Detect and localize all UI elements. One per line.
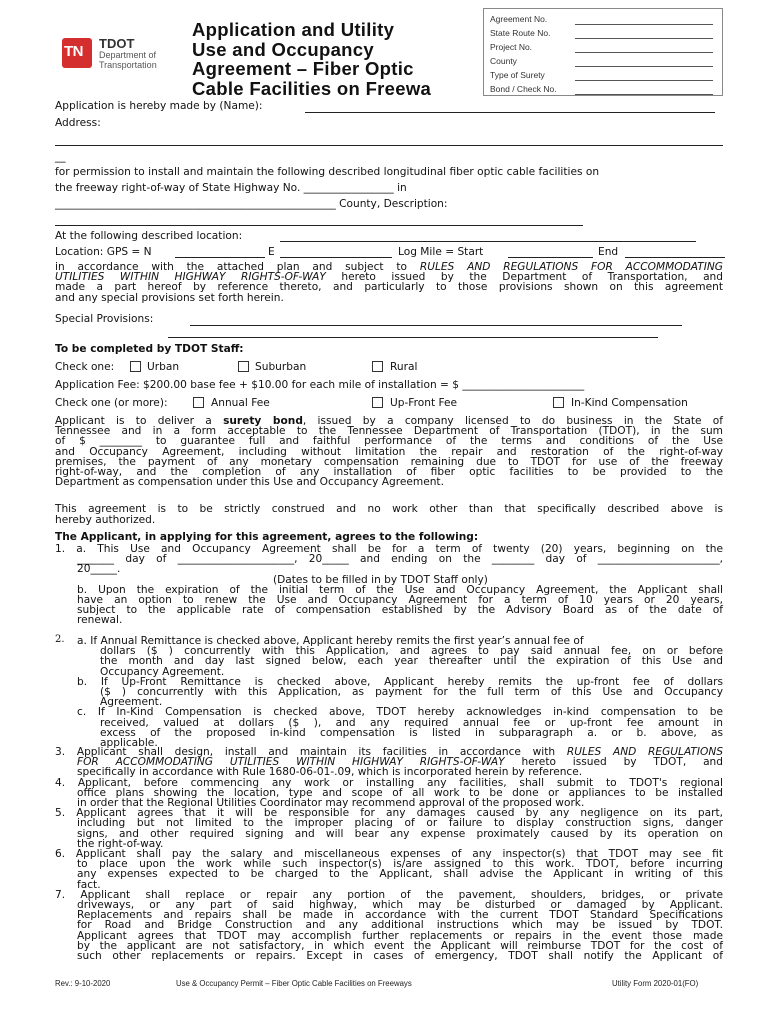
accordance-paragraph [55, 262, 723, 310]
item-6-text: fact. [77, 878, 101, 891]
surety-text: of $ ________ to guarantee full and faithful performance of the terms and conditions of the Use [55, 435, 723, 448]
county-description-line: _____________________________________________________ County, Description: [55, 198, 448, 210]
item-3-tail: hereto issued by TDOT, and [504, 756, 723, 769]
agreement-info-box [483, 8, 723, 96]
log-mile-end-label: End [598, 246, 619, 258]
item-2b-text: Agreement. [100, 696, 163, 709]
description-field[interactable] [55, 225, 583, 226]
county-field[interactable] [575, 66, 713, 67]
item-7-text: such other replacements or repairs. Except in cases of emergency, TDOT shall notify the Applicant of [77, 950, 723, 963]
log-mile-end-field[interactable] [625, 257, 725, 258]
urban-checkbox[interactable] [130, 361, 141, 372]
title-line: Application and Utility [192, 19, 395, 40]
in-kind-checkbox[interactable] [553, 397, 564, 408]
item-7-text: Replacements and repairs shall be made in accordance with the current TDOT Standard Specifications [77, 909, 723, 922]
logo-dept-line2: Transportation [99, 60, 157, 70]
item-2a-text: Occupancy Agreement. [100, 665, 225, 678]
surety-text: Applicant is to deliver a [55, 415, 224, 427]
footer-revision: Rev.: 9-10-2020 [55, 979, 111, 988]
tn-logo-icon [62, 38, 92, 68]
rules-reference: RULES AND REGULATIONS FOR ACCOMMODATING [419, 261, 723, 273]
accordance-text: in accordance with the attached plan and subject to [55, 261, 420, 273]
item-7-text: 7. Applicant shall replace or repair any portion of the pavement, shoulders, bridges, or private [55, 888, 723, 901]
rules-reference: UTILITIES WITHIN HIGHWAY RIGHTS-OF-WAY [55, 271, 326, 284]
accordance-text: hereto issued by the Department of Transportation, and [325, 271, 723, 284]
special-provisions-label: Special Provisions: [55, 313, 154, 325]
surety-text: Tennessee and in a form acceptable to the Tennessee Department of Transportation (TDOT), in the sum [55, 425, 723, 438]
strict-paragraph [55, 504, 723, 526]
bond-check-field[interactable] [575, 94, 713, 95]
item-7-text: for Road and Bridge Construction and any additional instructions which may be issued by TDOT. [77, 919, 723, 932]
state-route-label: State Route No. [490, 28, 551, 38]
item-1b-text: b. Upon the expiration of the initial term of the Use and Occupancy Agreement, the Applicant shall [77, 583, 723, 596]
strict-text: This agreement is to be strictly construed and no work other than that specifically described above is [55, 503, 723, 515]
surety-paragraph [55, 416, 723, 487]
rules-reference: RULES AND REGULATIONS [566, 746, 724, 758]
logo-mark: TN [64, 43, 83, 60]
footer-form-number: Utility Form 2020-01(FO) [612, 979, 699, 988]
item-1b-text: have an option to renew the Use and Occupancy Agreement for a term of 10 years or 20 years, [77, 594, 723, 607]
item-1-text: 1. a. This Use and Occupancy Agreement shall be for a term of twenty (20) years, beginning on the [55, 543, 723, 555]
tdot-staff-heading: To be completed by TDOT Staff: [55, 343, 244, 355]
location-field[interactable] [280, 241, 696, 242]
bond-check-label: Bond / Check No. [490, 84, 557, 94]
item-2b-text: ($ ) concurrently with this Application, as payment for the full term of this Use and Occupancy [100, 686, 723, 699]
check-more-label: Check one (or more): [55, 397, 168, 409]
item-2a-text: dollars ($ ) concurrently with this Application, and agrees to pay said annual fee, on or before [100, 645, 723, 658]
item-2c-text: received, valued at dollars ($ ), and any required annual fee or up-front fee amount in [100, 716, 723, 729]
item-5-text: 5. Applicant agrees that it will be responsible for any damages caused by any negligence on its part, [55, 807, 723, 820]
accordance-text: and any special provisions set forth herein. [55, 291, 284, 304]
gps-n-label: Location: GPS = N [55, 246, 152, 258]
item-7-text: by the applicant are not satisfactory, in which event the Applicant will reimburse TDOT for the cost of [77, 939, 723, 952]
strict-text: hereby authorized. [55, 514, 156, 526]
item-5-text: including but not limited to the improper placing of or failure to display construction signs, danger [77, 817, 723, 830]
agreement-no-label: Agreement No. [490, 14, 548, 24]
state-route-field[interactable] [575, 38, 713, 39]
address-label: Address: [55, 117, 101, 129]
form-title [192, 20, 492, 98]
items-3-to-7 [55, 747, 723, 961]
item-2a-text: a. If Annual Remittance is checked above, Applicant hereby remits the first year’s annual fee of [77, 635, 584, 647]
surety-text: , issued by a company licensed to do business in the State of [302, 415, 723, 427]
project-no-label: Project No. [490, 42, 533, 52]
footer-title: Use & Occupancy Permit – Fiber Optic Cable Facilities on Freeways [176, 979, 412, 988]
surety-bond-term: surety bond [223, 415, 303, 427]
item-2 [77, 636, 723, 748]
item-6-text: 6. Applicant shall pay the salary and miscellaneous expenses of any inspector(s) that TDOT may see fit [55, 848, 723, 861]
check-one-label: Check one: [55, 361, 115, 373]
item-1-dates: _______ day of ______________________, 20_____ and ending on the ________ day of _______________________, [77, 553, 723, 566]
accordance-text: made a part hereof by reference thereto, and particularly to those provisions shown on this agreement [55, 281, 723, 294]
annual-fee-label: Annual Fee [211, 397, 270, 409]
tdot-logo [62, 38, 172, 68]
item-2b-text: b. If Up-Front Remittance is checked above, Applicant hereby remits the up-front fee of dollars [77, 675, 723, 688]
logo-name: TDOT [99, 36, 135, 51]
permission-text: for permission to install and maintain the following described longitudinal fiber optic cable facilities on [55, 166, 600, 178]
surety-text: right-of-way, and the completion of any installation of fiber optic facilities to be provided to the [55, 466, 723, 479]
project-no-field[interactable] [575, 52, 713, 53]
logo-dept-line1: Department of [99, 50, 157, 60]
state-highway-line: the freeway right-of-way of State Highway No. _________________ in [55, 182, 407, 194]
title-line: Cable Facilities on Freewa [192, 77, 432, 99]
special-provisions-field[interactable] [190, 325, 682, 326]
item-2c-text: excess of the proposed in-kind compensation is listed in subparagraph a. or b. above, as [100, 726, 723, 739]
rural-label: Rural [390, 361, 418, 373]
rules-reference: FOR ACCOMMODATING UTILITIES WITHIN HIGHWAY RIGHTS-OF-WAY [77, 756, 505, 769]
item-4-text: 4. Applicant, before commencing any work or installing any facilities, shall submit to TDOT's regional [55, 776, 723, 789]
item-2c-text: c. If In-Kind Compensation is checked above, TDOT hereby acknowledges in-kind compensation to be [77, 706, 723, 719]
item-6-text: any expenses expected to be charged to the Applicant, shall advise the Applicant in writing of this [77, 868, 723, 881]
item-2c-text: applicable. [100, 737, 158, 750]
location-label: At the following described location: [55, 230, 243, 242]
application-fee-line: Application Fee: $200.00 base fee + $10.00 for each mile of installation = $ _______________________ [55, 379, 585, 391]
surety-text: and Occupancy Agreement, including without limitation the repair and restoration of the right-of-way [55, 445, 723, 458]
item-1-note: (Dates to be filled in by TDOT Staff only) [273, 573, 488, 586]
gps-n-field[interactable] [175, 257, 265, 258]
item-1 [55, 544, 723, 626]
annual-fee-checkbox[interactable] [193, 397, 204, 408]
up-front-fee-label: Up-Front Fee [390, 397, 458, 409]
item-5-text: the right-of-way. [77, 837, 164, 850]
item-3-lead: 3. Applicant shall design, install and maintain its facilities in accordance with [55, 746, 567, 758]
logo-text [99, 37, 157, 70]
item-4-text: office plans showing the location, type and scope of all work to be done or appliances to be installed [77, 786, 723, 799]
item-1b-text: subject to the applicable rate of compensation established by the Advisory Board as of the date of [77, 604, 723, 617]
address-field[interactable] [55, 145, 723, 146]
surety-text: premises, the payment of any monetary compensation remaining due to TDOT for use of the freeway [55, 455, 723, 468]
gps-e-label: E [268, 246, 275, 258]
item-1b-text: renewal. [77, 614, 123, 627]
suburban-label: Suburban [255, 361, 307, 373]
item-2-number: 2. [55, 634, 65, 645]
in-kind-label: In-Kind Compensation [571, 397, 688, 409]
agrees-heading: The Applicant, in applying for this agreement, agrees to the following: [55, 531, 479, 543]
surety-text: Department as compensation under this Use and Occupancy Agreement. [55, 476, 444, 489]
surety-type-field[interactable] [575, 80, 713, 81]
suburban-checkbox[interactable] [238, 361, 249, 372]
item-2a-text: the month and day last signed below, each year thereafter until the expiration of this Use and [100, 655, 723, 668]
log-mile-start-label: Log Mile = Start [398, 246, 484, 258]
surety-type-label: Type of Surety [490, 70, 545, 80]
item-1-year: 20_____. [77, 563, 121, 576]
address-continuation: __ [55, 151, 66, 163]
title-line: Use and Occupancy [192, 38, 374, 60]
item-6-text: to place upon the work while such inspector(s) is/are assigned to this work. TDOT, before incurring [77, 858, 723, 871]
title-line: Agreement – Fiber Optic [192, 58, 414, 79]
item-3-text: specifically in accordance with Rule 1680-06-01-.09, which is incorporated herein by reference. [77, 766, 583, 779]
applicant-name-field[interactable] [305, 112, 715, 113]
rural-checkbox[interactable] [372, 361, 383, 372]
gps-e-field[interactable] [280, 257, 392, 258]
up-front-fee-checkbox[interactable] [372, 397, 383, 408]
item-5-text: signs, and other required signing and will bear any expense proximately caused by its operation on [77, 827, 723, 840]
item-4-text: in order that the Regional Utilities Coordinator may recommend approval of the proposed work. [77, 797, 585, 810]
county-label: County [490, 56, 517, 66]
item-7-text: driveways, or any part of said highway, which may be disturbed or damaged by Applicant. [77, 899, 723, 912]
applicant-name-label: Application is hereby made by (Name): [55, 100, 263, 112]
log-mile-start-field[interactable] [508, 257, 593, 258]
special-provisions-field-2[interactable] [168, 337, 658, 338]
item-7-text: Applicant agrees that TDOT may accomplish further replacements or repairs in the event those made [77, 929, 723, 942]
agreement-no-field[interactable] [575, 24, 713, 25]
urban-label: Urban [147, 361, 180, 373]
